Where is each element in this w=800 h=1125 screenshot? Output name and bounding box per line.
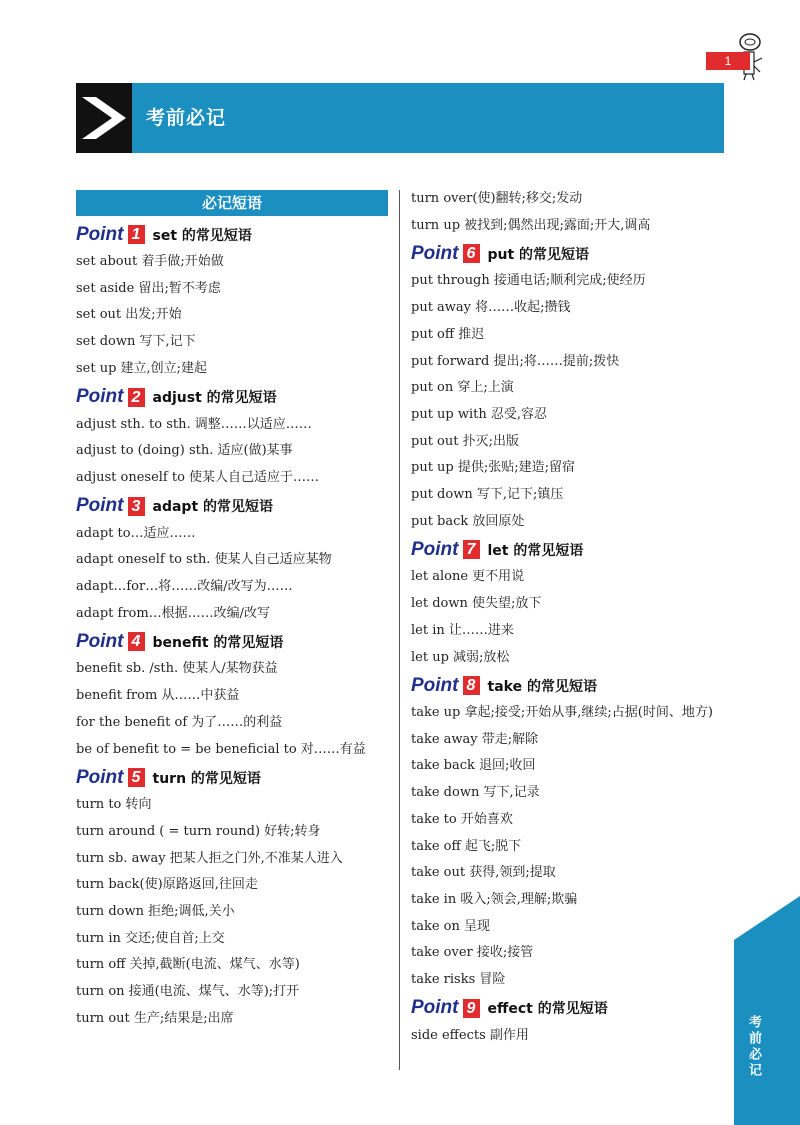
- point-heading: [411, 535, 731, 564]
- point-number: 7: [463, 540, 480, 559]
- phrase-entry: take up 拿起;接受;开始从事,继续;占据(时间、地方): [411, 705, 713, 721]
- phrase-entry: set aside 留出;暂不考虑: [76, 280, 221, 296]
- phrase-entry: let up 减弱;放松: [411, 649, 510, 665]
- column-divider: [399, 190, 400, 1070]
- phrase-entry: put through 接通电话;顺利完成;使经历: [411, 273, 646, 289]
- phrase-entry: take off 起飞;脱下: [411, 838, 522, 854]
- chapter-title: 考前必记: [146, 107, 227, 129]
- phrase-entry: adjust oneself to 使某人自己适应于……: [76, 469, 320, 485]
- phrase-entry: turn back(使)原路返回,往回走: [76, 877, 258, 893]
- point-label: Point: [76, 386, 124, 408]
- point-heading: [76, 627, 388, 656]
- section-title: 必记短语: [76, 190, 388, 216]
- point-title: adjust 的常见短语: [152, 390, 277, 407]
- point-number: 8: [463, 676, 480, 695]
- point-label: Point: [76, 495, 124, 517]
- phrase-entry: adapt oneself to sth. 使某人自己适应某物: [76, 552, 332, 568]
- phrase-entry: turn up 被找到;偶然出现;露面;开大,调高: [411, 217, 651, 233]
- phrase-entry: side effects 副作用: [411, 1027, 529, 1043]
- point-title: adapt 的常见短语: [152, 499, 274, 516]
- point-number: 9: [463, 999, 480, 1018]
- phrase-entry: take on 呈现: [411, 918, 491, 934]
- phrase-entry: turn over(使)翻转;移交;发动: [411, 191, 583, 206]
- phrase-entry: take away 带走;解除: [411, 731, 539, 747]
- phrase-entry: put forward 提出;将……提前;拨快: [411, 353, 620, 369]
- phrase-entry: turn sb. away 把某人拒之门外,不准某人进入: [76, 850, 343, 866]
- phrase-entry: turn down 拒绝;调低,关小: [76, 904, 235, 920]
- phrase-entry: turn off 关掉,截断(电流、煤气、水等): [76, 957, 300, 973]
- point-title: set 的常见短语: [152, 227, 252, 244]
- phrase-entry: turn out 生产;结果是;出席: [76, 1010, 234, 1026]
- point-label: Point: [411, 997, 459, 1019]
- phrase-entry: adjust to (doing) sth. 适应(做)某事: [76, 443, 293, 459]
- phrase-entry: turn in 交还;使自首;上交: [76, 930, 225, 946]
- phrase-entry: be of benefit to = be beneficial to 对……有益: [76, 741, 366, 757]
- point-label: Point: [411, 674, 459, 696]
- phrase-entry: put up 提供;张贴;建造;留宿: [411, 460, 576, 476]
- phrase-entry: for the benefit of 为了……的利益: [76, 714, 283, 730]
- point-title: let 的常见短语: [487, 542, 584, 559]
- point-heading: [411, 994, 731, 1023]
- point-number: 5: [128, 768, 145, 787]
- point-number: 6: [463, 244, 480, 263]
- point-title: benefit 的常见短语: [152, 634, 284, 651]
- phrase-entry: set out 出发;开始: [76, 307, 182, 323]
- phrase-entry: put back 放回原处: [411, 513, 525, 529]
- point-title: take 的常见短语: [487, 678, 597, 695]
- point-title: turn 的常见短语: [152, 770, 261, 787]
- phrase-entry: put down 写下,记下;镇压: [411, 487, 564, 503]
- phrase-entry: take risks 冒险: [411, 972, 506, 988]
- point-number: 1: [128, 225, 145, 244]
- phrase-entry: adapt to…适应……: [76, 525, 196, 541]
- phrase-entry: benefit sb. /sth. 使某人/某物获益: [76, 661, 278, 677]
- phrase-entry: benefit from 从……中获益: [76, 688, 240, 704]
- phrase-entry: set down 写下,记下: [76, 334, 196, 350]
- point-label: Point: [411, 242, 459, 264]
- point-heading: [411, 671, 731, 700]
- phrase-entry: turn to 转向: [76, 797, 152, 813]
- phrase-entry: let alone 更不用说: [411, 569, 525, 585]
- phrase-entry: turn around ( = turn round) 好转;转身: [76, 823, 321, 839]
- point-label: Point: [411, 538, 459, 560]
- phrase-entry: put off 推迟: [411, 326, 485, 342]
- phrase-entry: set up 建立,创立;建起: [76, 360, 208, 376]
- point-heading: [76, 763, 388, 792]
- phrase-entry: take down 写下,记录: [411, 785, 540, 801]
- phrase-entry: set about 着手做;开始做: [76, 254, 224, 269]
- side-tab-label: 考前必记: [746, 1015, 761, 1079]
- phrase-entry: turn on 接通(电流、煤气、水等);打开: [76, 984, 300, 1000]
- phrase-entry: take in 吸入;领会,理解;欺骗: [411, 891, 578, 907]
- left-column: [76, 190, 388, 1033]
- point-heading: [76, 220, 388, 249]
- point-number: 4: [128, 632, 145, 651]
- phrase-entry: adapt from…根据……改编/改写: [76, 605, 271, 621]
- point-title: effect 的常见短语: [487, 1001, 608, 1018]
- point-label: Point: [76, 766, 124, 788]
- phrase-entry: take out 获得,领到;提取: [411, 865, 556, 881]
- chevron-icon: [76, 83, 132, 153]
- phrase-entry: adapt…for…将……改编/改写为……: [76, 579, 293, 595]
- point-number: 3: [128, 497, 145, 516]
- point-heading: [411, 239, 731, 268]
- point-number: 2: [128, 388, 145, 407]
- right-column: [411, 186, 731, 1049]
- phrase-entry: take to 开始喜欢: [411, 811, 513, 827]
- phrase-entry: let down 使失望;放下: [411, 596, 542, 612]
- point-label: Point: [76, 223, 124, 245]
- phrase-entry: put on 穿上;上演: [411, 380, 514, 396]
- point-heading: [76, 383, 388, 412]
- point-title: put 的常见短语: [487, 246, 590, 263]
- point-heading: [76, 492, 388, 521]
- phrase-entry: adjust sth. to sth. 调整……以适应……: [76, 416, 312, 432]
- phrase-entry: put out 扑灭;出版: [411, 433, 519, 449]
- phrase-entry: put away 将……收起;攒钱: [411, 300, 571, 316]
- phrase-entry: take back 退回;收回: [411, 758, 536, 774]
- phrase-entry: let in 让……进来: [411, 622, 514, 638]
- phrase-entry: take over 接收;接管: [411, 945, 534, 961]
- point-label: Point: [76, 630, 124, 652]
- chapter-header: [76, 83, 724, 153]
- phrase-entry: put up with 忍受,容忍: [411, 406, 548, 422]
- page-number: 1: [706, 52, 750, 70]
